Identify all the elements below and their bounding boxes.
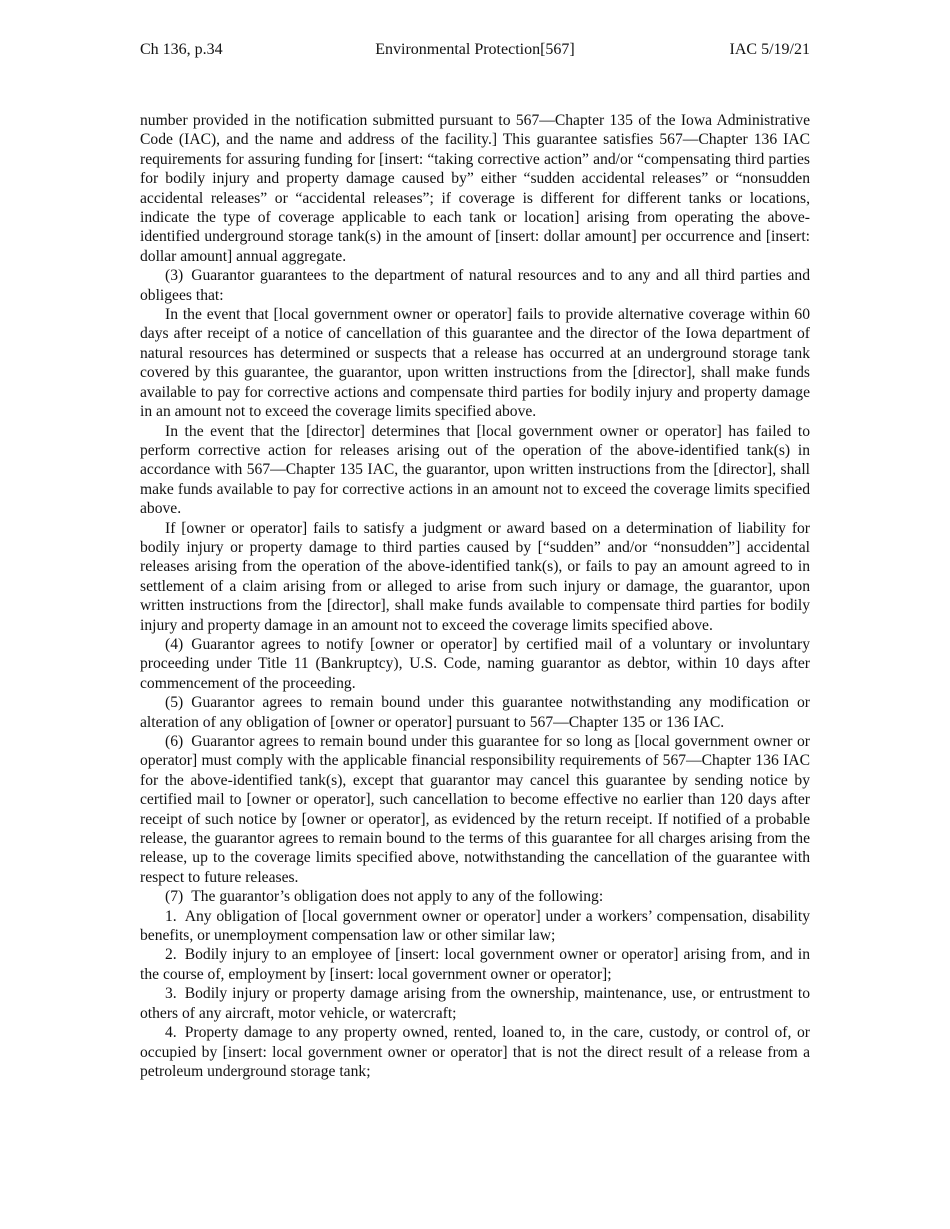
header-chapter-page: Ch 136, p.34 (140, 41, 223, 58)
paragraph-text: number provided in the notification submitted pursuant to 567—Chapter 135 of the Iowa Administrative Code (IAC), and the name and address of the facility.] This guarantee satisfies 567—Chapter 136 IAC requirements for assuring funding for [insert: “taking corrective action” and/or “compensating third parties for bodily injury and property damage caused by” either “sudden accidental releases” or “nonsudden accidental releases” or “accidental releases”; if coverage is different for different tanks or locations, indicate the type of coverage applicable to each tank or location] arising from operating the above-identified underground storage tank(s) in the amount of [insert: dollar amount] per occurrence and [insert: dollar amount] annual aggregate. (140, 112, 810, 265)
list-item-number: 4. (165, 1024, 177, 1042)
paragraph-number: (6) (165, 733, 184, 750)
list-item-number: 3. (165, 985, 177, 1003)
list-item-number: 1. (165, 907, 177, 925)
paragraph-3c (140, 519, 810, 635)
paragraph-6 (140, 732, 810, 887)
paragraph-number: (5) (165, 694, 184, 712)
list-item-number: 2. (165, 946, 177, 964)
paragraph-5 (140, 693, 810, 732)
page-header (140, 40, 810, 64)
list-item-text: Bodily injury or property damage arising from the ownership, maintenance, use, or entrustment to others of any aircraft, motor vehicle, or watercraft; (140, 985, 810, 1022)
header-title: Environmental Protection[567] (375, 41, 575, 58)
paragraph-text: Guarantor agrees to notify [owner or operator] by certified mail of a voluntary or involuntary proceeding under Title 11 (Bankruptcy), U.S. Code, naming guarantor as debtor, within 10 days after commencement of the proceeding. (140, 635, 810, 692)
paragraph-7 (140, 887, 810, 906)
paragraph-number: (3) (165, 267, 184, 285)
paragraph-text: In the event that the [director] determines that [local government owner or operator] has failed to perform corrective action for releases arising out of the operation of the above-identified tank(s) in accordance with 567—Chapter 135 IAC, the guarantor, upon written instructions from the [director], shall make funds available to pay for corrective actions in an amount not to exceed the coverage limits specified above. (140, 422, 810, 518)
paragraph-3a (140, 305, 810, 421)
paragraph-4 (140, 635, 810, 693)
list-item-3 (140, 984, 810, 1023)
paragraph-text: In the event that [local government owner or operator] fails to provide alternative coverage within 60 days after receipt of a notice of cancellation of this guarantee and the director of the Iowa department of natural resources has determined or suspects that a release has occurred at an underground storage tank covered by this guarantee, the guarantor, upon written instructions from the [director], shall make funds available to pay for corrective actions and compensate third parties for bodily injury and property damage in an amount not to exceed the coverage limits specified above. (140, 306, 810, 421)
paragraph-text: Guarantor agrees to remain bound under this guarantee notwithstanding any modification or alteration of any obligation of [owner or operator] pursuant to 567—Chapter 135 or 136 IAC. (140, 694, 810, 731)
paragraph-3 (140, 266, 810, 305)
paragraph-text: Guarantor guarantees to the department of natural resources and to any and all third parties and obligees that: (140, 267, 810, 304)
paragraph-continuation (140, 111, 810, 266)
paragraph-number: (7) (165, 888, 184, 906)
list-item-1 (140, 907, 810, 946)
paragraph-number: (4) (165, 635, 184, 653)
paragraph-text: If [owner or operator] fails to satisfy a judgment or award based on a determination of liability for bodily injury or property damage to third parties caused by [“sudden” and/or “nonsudden”] accidental releases arising from the operation of the above-identified tank(s), or fails to pay an amount agreed to in settlement of a claim arising from or alleged to arise from such injury or damage, the guarantor, upon written instructions from the [director], shall make funds available to compensate third parties for bodily injury and property damage in an amount not to exceed the coverage limits specified above. (140, 519, 810, 634)
list-item-2 (140, 945, 810, 984)
list-item-4 (140, 1023, 810, 1081)
list-item-text: Any obligation of [local government owner or operator] under a workers’ compensation, disability benefits, or unemployment compensation law or other similar law; (140, 907, 810, 945)
list-item-text: Bodily injury to an employee of [insert: local government owner or operator] arising from, and in the course of, employment by [insert: local government owner or operator]; (140, 946, 810, 983)
paragraph-3b (140, 422, 810, 519)
header-date: IAC 5/19/21 (729, 41, 810, 58)
list-item-text: Property damage to any property owned, rented, loaned to, in the care, custody, or control of, or occupied by [insert: local government owner or operator] that is not the direct result of a release from a petroleum underground storage tank; (140, 1024, 810, 1080)
paragraph-text: The guarantor’s obligation does not apply to any of the following: (191, 888, 604, 906)
document-body (140, 111, 810, 1081)
paragraph-text: Guarantor agrees to remain bound under this guarantee for so long as [local government owner or operator] must comply with the applicable financial responsibility requirements of 567—Chapter 136 IAC for the above-identified tank(s), except that guarantor may cancel this guarantee by sending notice by certified mail to [owner or operator], such cancellation to become effective no earlier than 120 days after receipt of such notice by [owner or operator], as evidenced by the return receipt. If notified of a probable release, the guarantor agrees to remain bound to the terms of this guarantee for all charges arising from the release, up to the coverage limits specified above, notwithstanding the cancellation of the guarantee with respect to future releases. (140, 733, 810, 886)
